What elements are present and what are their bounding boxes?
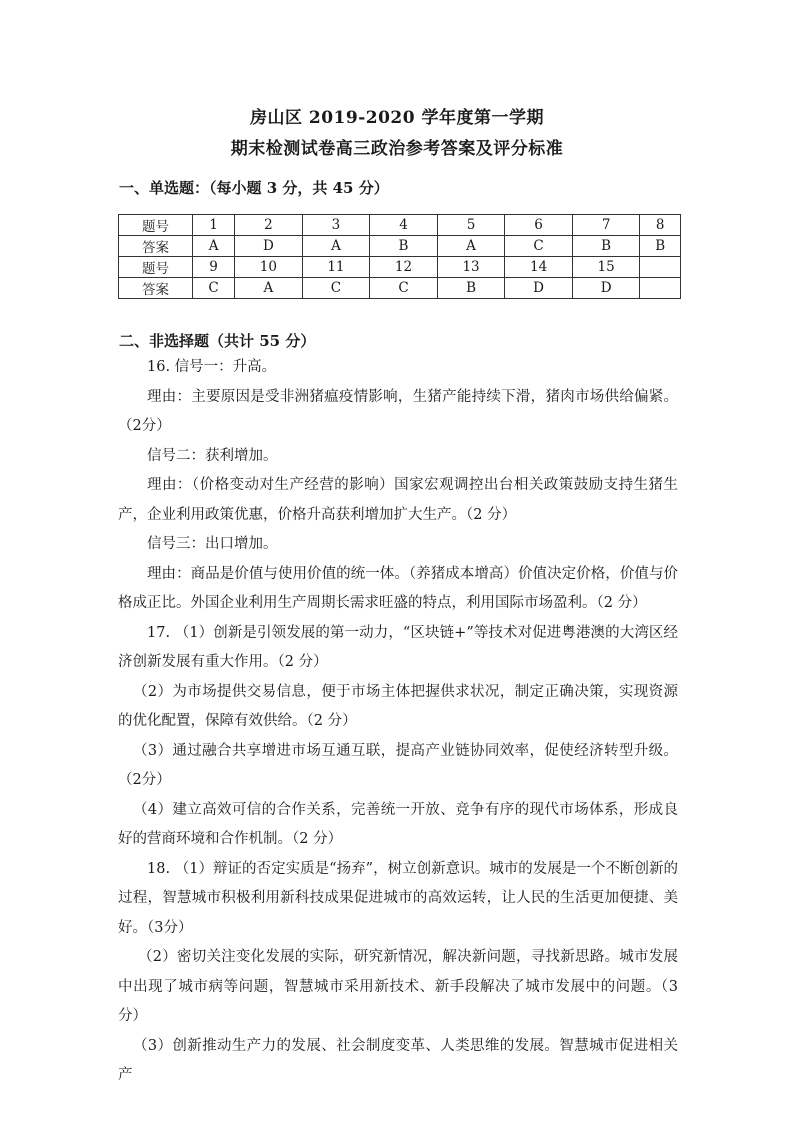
table-cell: 15 (572, 257, 640, 278)
table-cell: 2 (235, 215, 303, 236)
row-label: 题号 (119, 215, 193, 236)
paragraph: 17. （1）创新是引领发展的第一动力，“区块链+”等技术对促进粤港澳的大湾区经济创新发展有重大作用。（2 分） (118, 624, 678, 670)
paragraph: 16. 信号一：升高。 (147, 359, 277, 375)
table-row (119, 215, 681, 236)
table-row (119, 236, 681, 257)
table-cell: C (505, 236, 573, 257)
table-cell: 11 (302, 257, 370, 278)
table-cell: 8 (640, 215, 681, 236)
table-cell: B (437, 278, 505, 299)
table-cell: 7 (572, 215, 640, 236)
answer-table (118, 214, 681, 299)
table-cell: A (437, 236, 505, 257)
table-cell: A (302, 236, 370, 257)
document-title: 房山区 2019-2020 学年度第一学期 (249, 108, 545, 128)
answer-body (118, 353, 678, 1091)
paragraph: 信号三：出口增加。 (147, 536, 278, 552)
paragraph: （4）建立高效可信的合作关系，完善统一开放、竞争有序的现代市场体系，形成良好的营商环境和合作机制。（2 分） (118, 801, 678, 847)
table-cell: C (193, 278, 235, 299)
paragraph: 理由：主要原因是受非洲猪瘟疫情影响，生猪产能持续下滑，猪肉市场供给偏紧。（2分） (118, 388, 678, 434)
table-cell: D (235, 236, 303, 257)
table-cell: 6 (505, 215, 573, 236)
table-cell: B (640, 236, 681, 257)
section-heading-single-choice: 一、单选题：（每小题 3 分，共 45 分） (119, 179, 389, 197)
table-cell: B (572, 236, 640, 257)
table-cell: A (193, 236, 235, 257)
table-row (119, 257, 681, 278)
table-cell: D (505, 278, 573, 299)
paragraph: （3）创新推动生产力的发展、社会制度变革、人类思维的发展。智慧城市促进相关产 (118, 1037, 678, 1083)
table-cell: 10 (235, 257, 303, 278)
table-cell: C (370, 278, 438, 299)
table-row (119, 278, 681, 299)
table-cell: B (370, 236, 438, 257)
row-label: 答案 (119, 236, 193, 257)
table-cell: 14 (505, 257, 573, 278)
table-cell: 3 (302, 215, 370, 236)
table-cell: 12 (370, 257, 438, 278)
table-cell: 5 (437, 215, 505, 236)
paragraph: （2）为市场提供交易信息，便于市场主体把握供求状况，制定正确决策，实现资源的优化配置，保障有效供给。（2 分） (118, 683, 678, 729)
table-cell (640, 278, 681, 299)
table-cell: 13 (437, 257, 505, 278)
table-cell: 1 (193, 215, 235, 236)
paragraph: 信号二：获利增加。 (147, 447, 278, 464)
table-cell (640, 257, 681, 278)
paragraph: 18. （1）辩证的否定实质是“扬弃”，树立创新意识。城市的发展是一个不断创新的过程，智慧城市积极利用新科技成果促进城市的高效运转，让人民的生活更加便捷、美好。（3分） (118, 860, 678, 936)
row-label: 题号 (119, 257, 193, 278)
row-label: 答案 (119, 278, 193, 299)
paragraph: （3）通过融合共享增进市场互通互联，提高产业链协同效率，促使经济转型升级。（2分） (118, 742, 678, 788)
table-cell: 4 (370, 215, 438, 236)
table-cell: A (235, 278, 303, 299)
paragraph: 理由：（价格变动对生产经营的影响）国家宏观调控出台相关政策鼓励支持生猪生产，企业利用政策优惠，价格升高获利增加扩大生产。（2 分） (118, 477, 678, 523)
paragraph: （2）密切关注变化发展的实际，研究新情况，解决新问题，寻找新思路。城市发展中出现了城市病等问题，智慧城市采用新技术、新手段解决了城市发展中的问题。（3 分） (118, 949, 678, 1024)
table-cell: D (572, 278, 640, 299)
document-subtitle: 期末检测试卷高三政治参考答案及评分标准 (230, 139, 564, 159)
section-heading-non-choice: 二、非选择题（共计 55 分） (119, 332, 316, 350)
table-cell: 9 (193, 257, 235, 278)
paragraph: 理由：商品是价值与使用价值的统一体。（养猪成本增高）价值决定价格，价值与价格成正比。外国企业利用生产周期长需求旺盛的特点，利用国际市场盈利。（2 分） (118, 565, 678, 611)
table-cell: C (302, 278, 370, 299)
